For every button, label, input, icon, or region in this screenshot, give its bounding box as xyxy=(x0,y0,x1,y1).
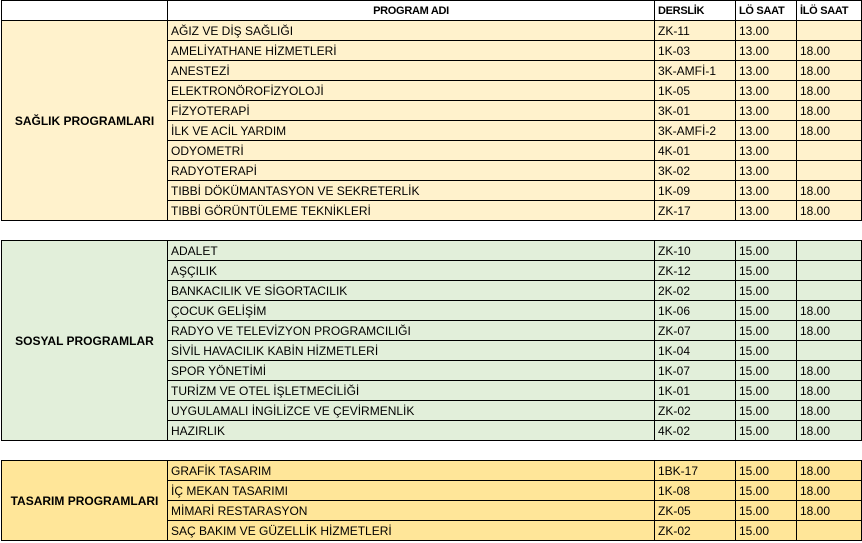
ilo-time-cell: 18.00 xyxy=(797,481,862,501)
ilo-time-cell: 18.00 xyxy=(797,121,862,141)
room-cell: 3K-AMFİ-1 xyxy=(655,61,736,81)
header-group-cell xyxy=(2,1,168,21)
table-row xyxy=(2,241,862,261)
program-name-cell: AMELİYATHANE HİZMETLERİ xyxy=(168,41,655,61)
program-name-cell: SİVİL HAVACILIK KABİN HİZMETLERİ xyxy=(168,341,655,361)
group-spacer-row xyxy=(2,221,862,241)
program-name-cell: SAÇ BAKIM VE GÜZELLİK HİZMETLERİ xyxy=(168,521,655,541)
ilo-time-cell xyxy=(797,281,862,301)
ilo-time-cell xyxy=(797,161,862,181)
room-cell: ZK-12 xyxy=(655,261,736,281)
header-room: DERSLİK xyxy=(655,1,736,21)
lo-time-cell: 13.00 xyxy=(736,141,797,161)
lo-time-cell: 15.00 xyxy=(736,461,797,481)
room-cell: 1K-04 xyxy=(655,341,736,361)
group-spacer-row xyxy=(2,441,862,461)
program-name-cell: İÇ MEKAN TASARIMI xyxy=(168,481,655,501)
group-name-cell: SAĞLIK PROGRAMLARI xyxy=(2,21,168,221)
ilo-time-cell xyxy=(797,241,862,261)
room-cell: ZK-02 xyxy=(655,401,736,421)
lo-time-cell: 15.00 xyxy=(736,321,797,341)
program-name-cell: TIBBİ GÖRÜNTÜLEME TEKNİKLERİ xyxy=(168,201,655,221)
room-cell: 1BK-17 xyxy=(655,461,736,481)
table-row xyxy=(2,461,862,481)
lo-time-cell: 15.00 xyxy=(736,261,797,281)
ilo-time-cell: 18.00 xyxy=(797,501,862,521)
header-program: PROGRAM ADI xyxy=(168,1,655,21)
room-cell: 3K-AMFİ-2 xyxy=(655,121,736,141)
table-row xyxy=(2,21,862,41)
ilo-time-cell: 18.00 xyxy=(797,421,862,441)
group-name-cell: SOSYAL PROGRAMLAR xyxy=(2,241,168,441)
lo-time-cell: 13.00 xyxy=(736,41,797,61)
program-name-cell: FİZYOTERAPİ xyxy=(168,101,655,121)
room-cell: 1K-08 xyxy=(655,481,736,501)
spacer-cell xyxy=(2,221,862,241)
room-cell: 2K-02 xyxy=(655,281,736,301)
room-cell: ZK-05 xyxy=(655,501,736,521)
ilo-time-cell: 18.00 xyxy=(797,321,862,341)
room-cell: 1K-07 xyxy=(655,361,736,381)
ilo-time-cell: 18.00 xyxy=(797,181,862,201)
header-ilo-time: İLÖ SAAT xyxy=(797,1,862,21)
room-cell: ZK-11 xyxy=(655,21,736,41)
program-name-cell: İLK VE ACİL YARDIM xyxy=(168,121,655,141)
program-name-cell: AĞIZ VE DİŞ SAĞLIĞI xyxy=(168,21,655,41)
room-cell: ZK-17 xyxy=(655,201,736,221)
lo-time-cell: 13.00 xyxy=(736,81,797,101)
ilo-time-cell: 18.00 xyxy=(797,461,862,481)
room-cell: 3K-02 xyxy=(655,161,736,181)
room-cell: 1K-01 xyxy=(655,381,736,401)
room-cell: ZK-02 xyxy=(655,521,736,541)
program-name-cell: MİMARİ RESTARASYON xyxy=(168,501,655,521)
program-name-cell: TURİZM VE OTEL İŞLETMECİLİĞİ xyxy=(168,381,655,401)
program-name-cell: RADYO VE TELEVİZYON PROGRAMCILIĞI xyxy=(168,321,655,341)
ilo-time-cell: 18.00 xyxy=(797,361,862,381)
room-cell: 1K-05 xyxy=(655,81,736,101)
header-lo-time: LÖ SAAT xyxy=(736,1,797,21)
program-name-cell: SPOR YÖNETİMİ xyxy=(168,361,655,381)
room-cell: 4K-02 xyxy=(655,421,736,441)
program-name-cell: RADYOTERAPİ xyxy=(168,161,655,181)
lo-time-cell: 13.00 xyxy=(736,121,797,141)
ilo-time-cell: 18.00 xyxy=(797,61,862,81)
ilo-time-cell: 18.00 xyxy=(797,401,862,421)
room-cell: ZK-07 xyxy=(655,321,736,341)
ilo-time-cell xyxy=(797,341,862,361)
lo-time-cell: 15.00 xyxy=(736,281,797,301)
program-name-cell: UYGULAMALI İNGİLİZCE VE ÇEVİRMENLİK xyxy=(168,401,655,421)
ilo-time-cell: 18.00 xyxy=(797,81,862,101)
group-name-cell: TASARIM PROGRAMLARI xyxy=(2,461,168,541)
ilo-time-cell: 18.00 xyxy=(797,101,862,121)
program-name-cell: GRAFİK TASARIM xyxy=(168,461,655,481)
program-name-cell: AŞÇILIK xyxy=(168,261,655,281)
room-cell: ZK-10 xyxy=(655,241,736,261)
lo-time-cell: 15.00 xyxy=(736,421,797,441)
program-name-cell: BANKACILIK VE SİGORTACILIK xyxy=(168,281,655,301)
ilo-time-cell xyxy=(797,261,862,281)
lo-time-cell: 13.00 xyxy=(736,61,797,81)
lo-time-cell: 15.00 xyxy=(736,241,797,261)
lo-time-cell: 15.00 xyxy=(736,341,797,361)
room-cell: 1K-03 xyxy=(655,41,736,61)
lo-time-cell: 13.00 xyxy=(736,181,797,201)
lo-time-cell: 13.00 xyxy=(736,101,797,121)
header-row xyxy=(2,1,862,21)
lo-time-cell: 15.00 xyxy=(736,361,797,381)
ilo-time-cell: 18.00 xyxy=(797,301,862,321)
lo-time-cell: 15.00 xyxy=(736,481,797,501)
lo-time-cell: 15.00 xyxy=(736,381,797,401)
ilo-time-cell xyxy=(797,141,862,161)
lo-time-cell: 13.00 xyxy=(736,201,797,221)
spacer-cell xyxy=(2,441,862,461)
lo-time-cell: 15.00 xyxy=(736,301,797,321)
program-name-cell: HAZIRLIK xyxy=(168,421,655,441)
lo-time-cell: 15.00 xyxy=(736,401,797,421)
program-schedule-table xyxy=(1,0,862,541)
lo-time-cell: 13.00 xyxy=(736,161,797,181)
ilo-time-cell: 18.00 xyxy=(797,201,862,221)
lo-time-cell: 15.00 xyxy=(736,521,797,541)
program-name-cell: TIBBİ DÖKÜMANTASYON VE SEKRETERLİK xyxy=(168,181,655,201)
ilo-time-cell: 18.00 xyxy=(797,41,862,61)
ilo-time-cell xyxy=(797,21,862,41)
room-cell: 4K-01 xyxy=(655,141,736,161)
program-name-cell: ÇOCUK GELİŞİM xyxy=(168,301,655,321)
room-cell: 1K-09 xyxy=(655,181,736,201)
room-cell: 3K-01 xyxy=(655,101,736,121)
program-name-cell: ANESTEZİ xyxy=(168,61,655,81)
room-cell: 1K-06 xyxy=(655,301,736,321)
program-name-cell: ADALET xyxy=(168,241,655,261)
program-name-cell: ELEKTRONÖROFİZYOLOJİ xyxy=(168,81,655,101)
lo-time-cell: 15.00 xyxy=(736,501,797,521)
lo-time-cell: 13.00 xyxy=(736,21,797,41)
ilo-time-cell: 18.00 xyxy=(797,381,862,401)
ilo-time-cell xyxy=(797,521,862,541)
program-name-cell: ODYOMETRİ xyxy=(168,141,655,161)
